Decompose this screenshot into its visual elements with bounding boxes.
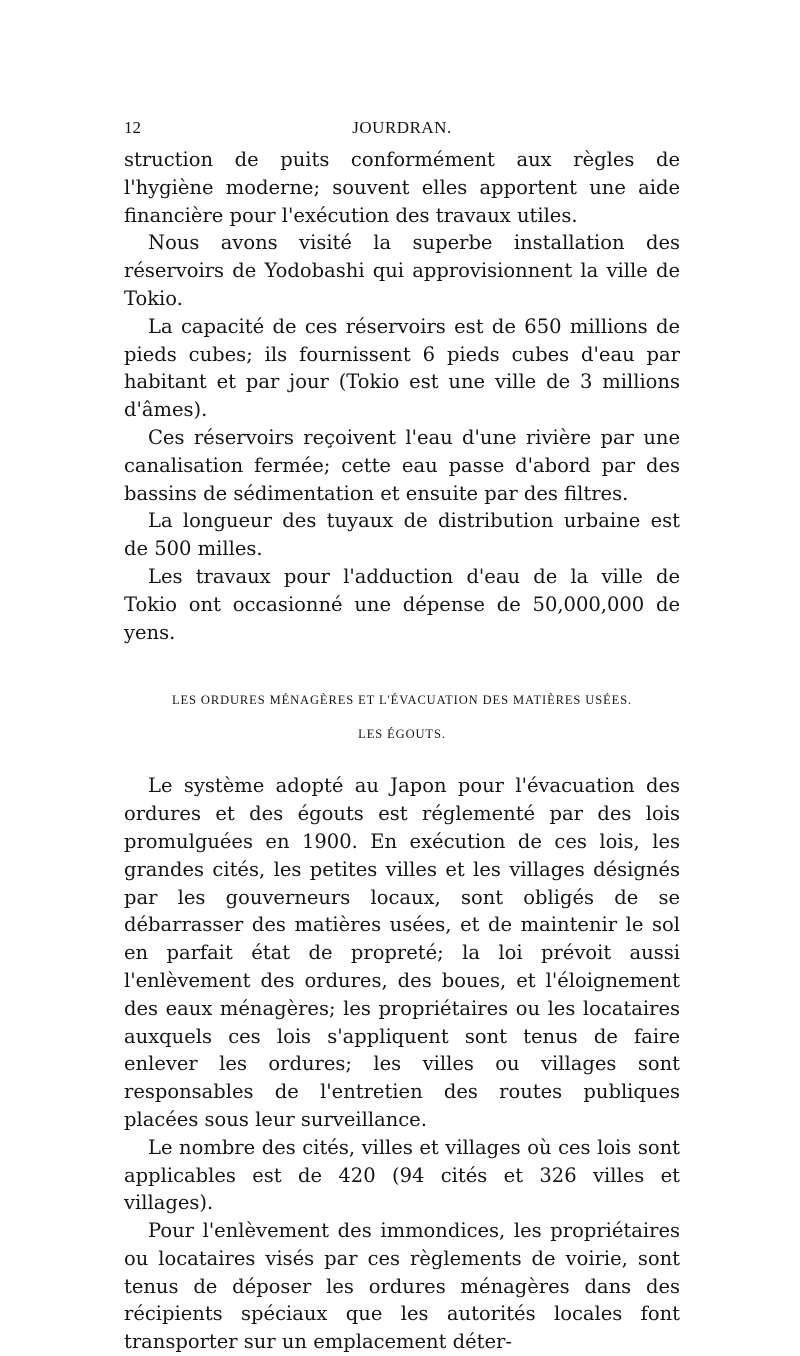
paragraph: Le système adopté au Japon pour l'évacuation des ordures et des égouts est réglementé par des lois promulguées en 1900. En exécution de ces lois, les grandes cités, les petites villes et les villages désignés par les gouverneurs locaux, sont obligés de se débarrasser des matières usées, et de maintenir le sol en parfait état de propreté; la loi prévoit aussi l'enlèvement des ordures, des boues, et l'éloignement des eaux ménagères; les propriétaires ou les locataires auxquels ces lois s'appliquent sont tenus de faire enlever les ordures; les villes ou villages sont responsables de l'entretien des routes publiques placées sous leur surveillance. [124, 774, 680, 1131]
body-text-bottom [124, 772, 680, 1356]
section-subheading: LES ÉGOUTS. [358, 727, 446, 742]
paragraph: Pour l'enlèvement des immondices, les propriétaires ou locataires visés par ces règlements de voirie, sont tenus de déposer les ordures ménagères dans des récipients spéciaux que les autorités locales font transporter sur un emplacement déter- [124, 1219, 680, 1354]
paragraph: Ces réservoirs reçoivent l'eau d'une rivière par une canalisation fermée; cette eau passe d'abord par des bassins de sédimentation et ensuite par des filtres. [124, 425, 680, 505]
running-title: JOURDRAN. [352, 118, 452, 137]
body-text-top [124, 146, 680, 646]
paragraph: Le nombre des cités, villes et villages où ces lois sont applicables est de 420 (94 cités et 326 villes et villages). [124, 1135, 680, 1215]
paragraph: La capacité de ces réservoirs est de 650 millions de pieds cubes; ils fournissent 6 pieds cubes d'eau par habitant et par jour (Tokio est une ville de 3 millions d'âmes). [124, 314, 680, 422]
paragraph: Nous avons visité la superbe installation des réservoirs de Yodobashi qui approvisionnent la ville de Tokio. [124, 231, 680, 310]
book-page [124, 118, 680, 1356]
section-heading: LES ORDURES MÉNAGÈRES ET L'ÉVACUATION DES MATIÈRES USÉES. [171, 693, 633, 708]
paragraph: Les travaux pour l'adduction d'eau de la ville de Tokio ont occasionné une dépense de 50,000,000 de yens. [124, 564, 680, 644]
paragraph: struction de puits conformément aux règles de l'hygiène moderne; souvent elles apportent une aide financière pour l'exécution des travaux utiles. [124, 148, 680, 227]
running-head [124, 118, 680, 146]
paragraph: La longueur des tuyaux de distribution urbaine est de 500 milles. [124, 509, 680, 561]
page-number: 12 [124, 118, 141, 137]
